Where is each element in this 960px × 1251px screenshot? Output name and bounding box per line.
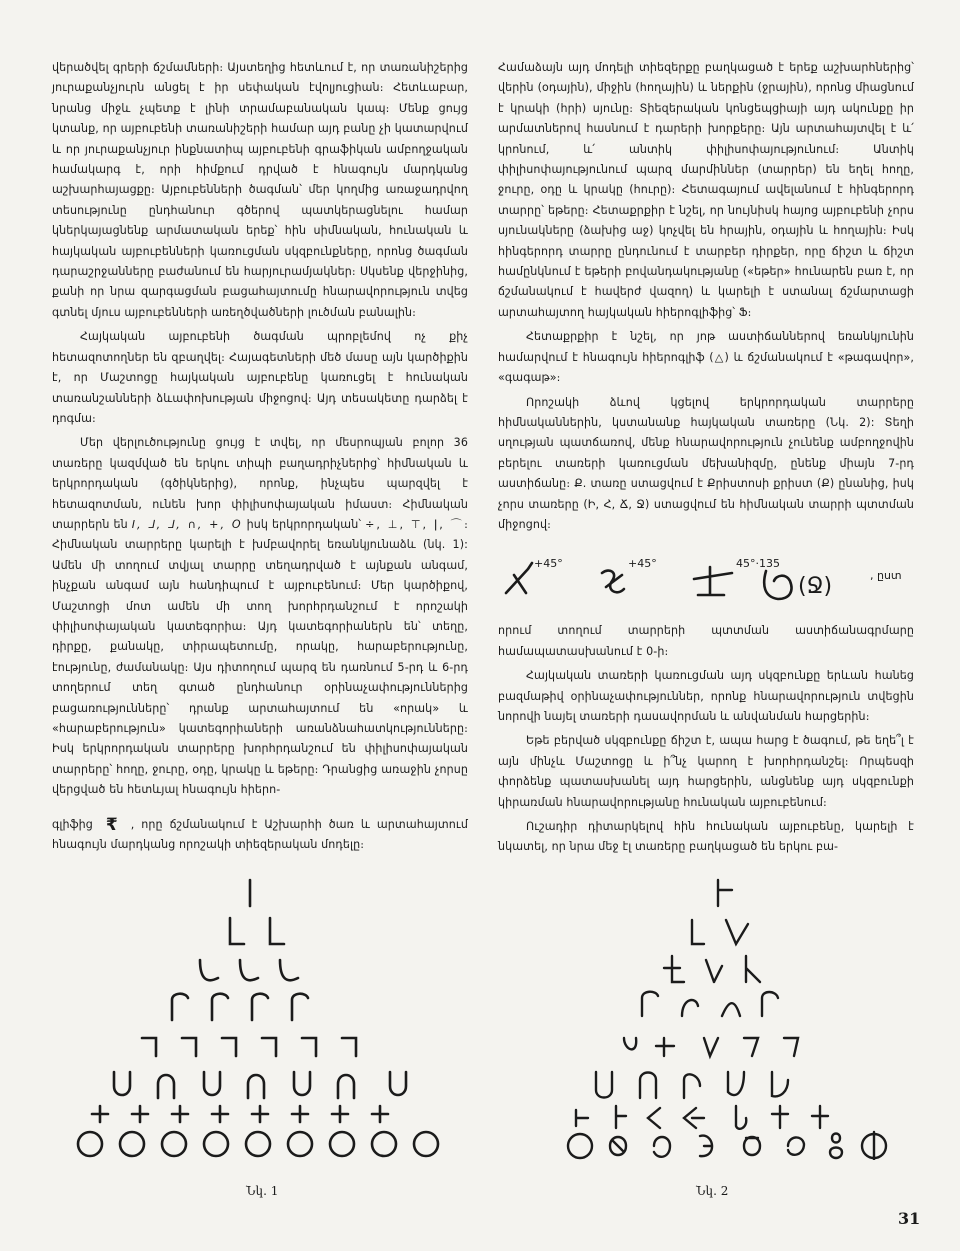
circle-glyph [204, 1132, 228, 1156]
letter-glyph [624, 1038, 798, 1056]
circle-glyph [246, 1132, 270, 1156]
figure-1-basic-elements-triangle [60, 870, 460, 1160]
circle-glyph [414, 1132, 438, 1156]
page-number: 31 [898, 1209, 921, 1228]
corner-glyph [230, 918, 284, 944]
left-column [52, 58, 468, 855]
rotated-glyph-4 [764, 571, 791, 599]
rotated-glyph-3 [694, 567, 732, 595]
paragraph: Հետաքրքիր է նշել, որ յոթ աստիճաններով եռանկյունին համարվում է հնագույն հիերոգլիֆ (△) և ճշմանակում է «թագավոր», «գագաթ»։ [498, 330, 914, 385]
paragraph: Որոշակի ձևով կցելով երկրորդական տարրերը հիմնականներին, կստանանք հայկական տառերը (Նկ. 2): Տեղի սղության պատճառով, մենք հնարավորություն չունենք ամբողջովին բերելու տառերի կառուցման մեխանիզմը, ընենք միայն 7-րդ աստիճանը։ Ք. տառը ստացվում է Քրիստոսի քրիստ (Ք) ընանից, իսկ չորս տառերը (Ի, Հ, Ճ, Ջ) ստացվում են հիմնական տարրի պտտման միջոցով։ [498, 395, 914, 531]
letter-glyph [718, 880, 732, 906]
paragraph-text: Մեր վերլուծությունը ցույց է տվել, որ մեսրոպյան բոլոր 36 տառերը կազմված են երկու տիպի բաղադրիչներից՝ հիմնական և երկրորդական (գծիկներից), որոնք, ինչպես պարզվել է հետազոտման, ունեն խոր փիլիսոփայական իմաստ։ [52, 436, 468, 511]
letter-glyph [830, 1134, 842, 1159]
formula-label: 45°·135 [736, 557, 780, 571]
hieroglyph-line [52, 815, 468, 856]
paragraph-text: Հիմնական տարրերն են [52, 497, 468, 531]
letter-glyph [744, 1137, 760, 1155]
rotated-glyph-1 [506, 563, 532, 593]
world-tree-glyph: ₹ [105, 814, 118, 835]
letter-glyph [654, 1137, 670, 1157]
rotated-glyph-2 [602, 571, 624, 593]
formula-suffix: , ըստ [870, 569, 902, 583]
formula-label: +45° [534, 557, 563, 571]
paragraph-text: ։ Հիմնական տարրերը կարելի է խմբավորել եռանկյունաձև (նկ. 1): Ամեն մի տողում տվյալ տարրը տեղադրված է այնքան անգամ, ինչքան անգամ այն հանդիպում է այբուբենում։ Մեր կարծիքով, Մաշտոցի մոտ ամեն մի տող խորհրդանշում է որոշակի փիլիսոփայական կատեգորիա։ Այդ կատեգորիաներն են՝ տեղը, դիրքը, քանակը, տիրապետումը, որակը, հարաբերությունը, էությունը, ժամանակը։ Այս դիտողում պարզ են դառնում 5-րդ և 6-րդ տողերում տեղ գտած ընդհանուր օրինաչափություններից բացառությունները՝ դրանք արտահայտում են «որակ» և «հարաբերություն» կատեգորիաների առանձնահատկությունները։ Իսկ երկրորդական տարրերը խորհրդանշում են փիլիսոփայական տարրերը՝ հողը, ջուրը, օդը, կրակը և եթերը։ Դրանցից առաջին չորսը վերցված են հետևյալ հնագույն հիերո- [52, 517, 468, 797]
letter-glyph [596, 1072, 788, 1098]
hook-glyph [200, 960, 298, 980]
letter-glyph [692, 920, 748, 944]
basic-elements-glyphs: ꓲ, ⅃, ⅃, ∩, +, O [131, 517, 243, 531]
paragraph: վերածվել գրերի ճշմամների։ Այստեղից հետևում է, որ տառանիշերից յուրաքանչյուրն անցել է իր սեփական էվոլյուցիան։ Հետևաբար, նրանց միջև չպետք է լինի տրամաբանական կապ։ Մենք ցույց կտանք, որ այբուբենի տառանիշերի համար այդ բանը չի կատարվում և որ յուրաքանչյուր ինքնատիպ այբուբենի գրաֆիկան ամբողջական համակարգ է, որի հիմքում դրված է հնագույն մարդկանց աշխարհայացքը։ Այբուբենների ծագման՝ մեր կողմից առաջադրվող տեսությունը ընդհանուր գծերով պատկերացնելու համար կներկայացնենք արմատական երեք՝ հին սիմնական, հունական և հայկական այբուբենների կառուցման սկզբունքները, որոնց ծագման դարաշրջանները բաժանում են հարյուրամյակներ։ Սկսենք վերջինից, քանի որ նրա զարգացման բացահայտումը հնարավորություն տվեց գտնել մյուս այբուբենների առեղծվածների լուծման բանալին։ [52, 61, 468, 319]
arch-glyph [114, 1072, 406, 1098]
letter-glyph [700, 1136, 712, 1157]
secondary-elements-glyphs: ÷, ⊥, ⊤, ǀ, ⌒ [365, 517, 465, 531]
letter-glyph [576, 1106, 828, 1129]
circle-glyph [120, 1132, 144, 1156]
paragraph: Ուշադիր դիտարկելով հին հունական այբուբենը, կարելի է նկատել, որ նրա մեջ էլ տառերը բաղկացած են երկու բա- [498, 820, 914, 854]
figure-2-armenian-letters-triangle [540, 870, 940, 1160]
circle-glyph [162, 1132, 186, 1156]
paragraph-text: իսկ երկրորդական՝ [246, 517, 362, 531]
formula-label: (Ջ) [798, 574, 833, 600]
paragraph: Հայկական այբուբենի ծագման պրոբլեմով ոչ քիչ հետազոտողներ են զբաղվել։ Հայագետների մեծ մասը այն կարծիքին է, որ Մաշտոցը հայկական այբուբենը կառուցել է հունական տառանշանների ձևափոխության միջոցով։ Այդ տեսակետը դարձել է դոգմա։ [52, 330, 468, 425]
paragraph: Հայկական տառերի կառուցման այդ սկզբունքը երևան հանեց բազմաթիվ օրինաչափություններ, որոնք հնարավորություն տվեցին նորովի նայել տառերի դասավորման և անվանման հարցերին։ [498, 669, 914, 723]
figure-1-caption: Նկ. 1 [246, 1184, 279, 1198]
rotation-formula-glyphs [498, 545, 878, 607]
letter-glyph [610, 1137, 626, 1155]
paragraph: Եթե բերված սկզբունքը ճիշտ է, ապա հարց է ծագում, թե եղե՞լ է այն մինչև Մաշտոցը և ի՞նչ կարող է խորհրդանշել։ Որպեսզի փորձենք պատասխանել այդ հարցերին, անցնենք այդ սկզբունքի կիրառման հնարավորությանը հունական այբուբենում։ [498, 734, 914, 809]
figure-2-caption: Նկ. 2 [696, 1184, 729, 1198]
hieroglyph-prefix: գլիֆից [52, 817, 93, 831]
paragraph [52, 433, 468, 800]
circle-glyph [372, 1132, 396, 1156]
circle-glyph [78, 1132, 102, 1156]
letter-glyph [568, 1134, 592, 1158]
letter-glyph [788, 1137, 804, 1154]
angle-glyph [142, 1038, 356, 1056]
paragraph: Համաձայն այդ մոդելի տիեզերքը բաղկացած է երեք աշխարհներից՝ վերին (օդային), միջին (հողային) և ներքին (ջրային), որոնց միացնում է կրակի (հրի) սյունը։ Տիեզերական կոնցեպցիայի այդ ակունքը իր արմատներով հասնում է դարերի խորքերը։ Այն արտահայտվել է և՛ կրոնում, և՛ անտիկ փիլիսոփայությունում։ Անտիկ փիլիսոփայությունում պարզ մարմիններ (տարրեր) են եղել հողը, ջուրը, օդը և կրակը (հուրը)։ Հետագայում ավելանում է հինգերորդ տարրը՝ եթերը։ Հետաքրքիր է նշել, որ նույնիսկ հայոց այբուբենի չորս սյունակները (ձախից աջ) կոչվել են հրային, օդային և հողային։ Իսկ հինգերորդ տարրը ընդունում է տարբեր դիրքեր, որը ճիշտ և ճիշտ համընկնում է եթերի բովանդակությանը («եթեր» հունարեն բառ է, որ ճշմանակում է հավերժ վազող) և կարելի է ստանալ ճշմարտացի արտահայտող հայկական հիերոգլիֆից՝ Ֆ։ [498, 61, 914, 319]
circle-glyph [288, 1132, 312, 1156]
cross-glyph [92, 1106, 388, 1122]
formula-label: +45° [628, 557, 657, 571]
right-column [498, 58, 914, 858]
letter-glyph [664, 956, 760, 982]
hieroglyph-suffix: , որը ճշմանակում է Աշխարհի ծառ և արտահայտում հնագույն մարդկանց որոշակի տիեզերական մոդելը։ [52, 817, 468, 852]
rotation-formula [498, 545, 914, 607]
paragraph: որում տողում տարրերի պտտման աստիճանագրմարը համապատասխանում է 0-ի։ [498, 624, 914, 658]
letter-glyph [642, 992, 778, 1016]
circle-glyph [330, 1132, 354, 1156]
arch-hook-glyph [172, 994, 308, 1020]
